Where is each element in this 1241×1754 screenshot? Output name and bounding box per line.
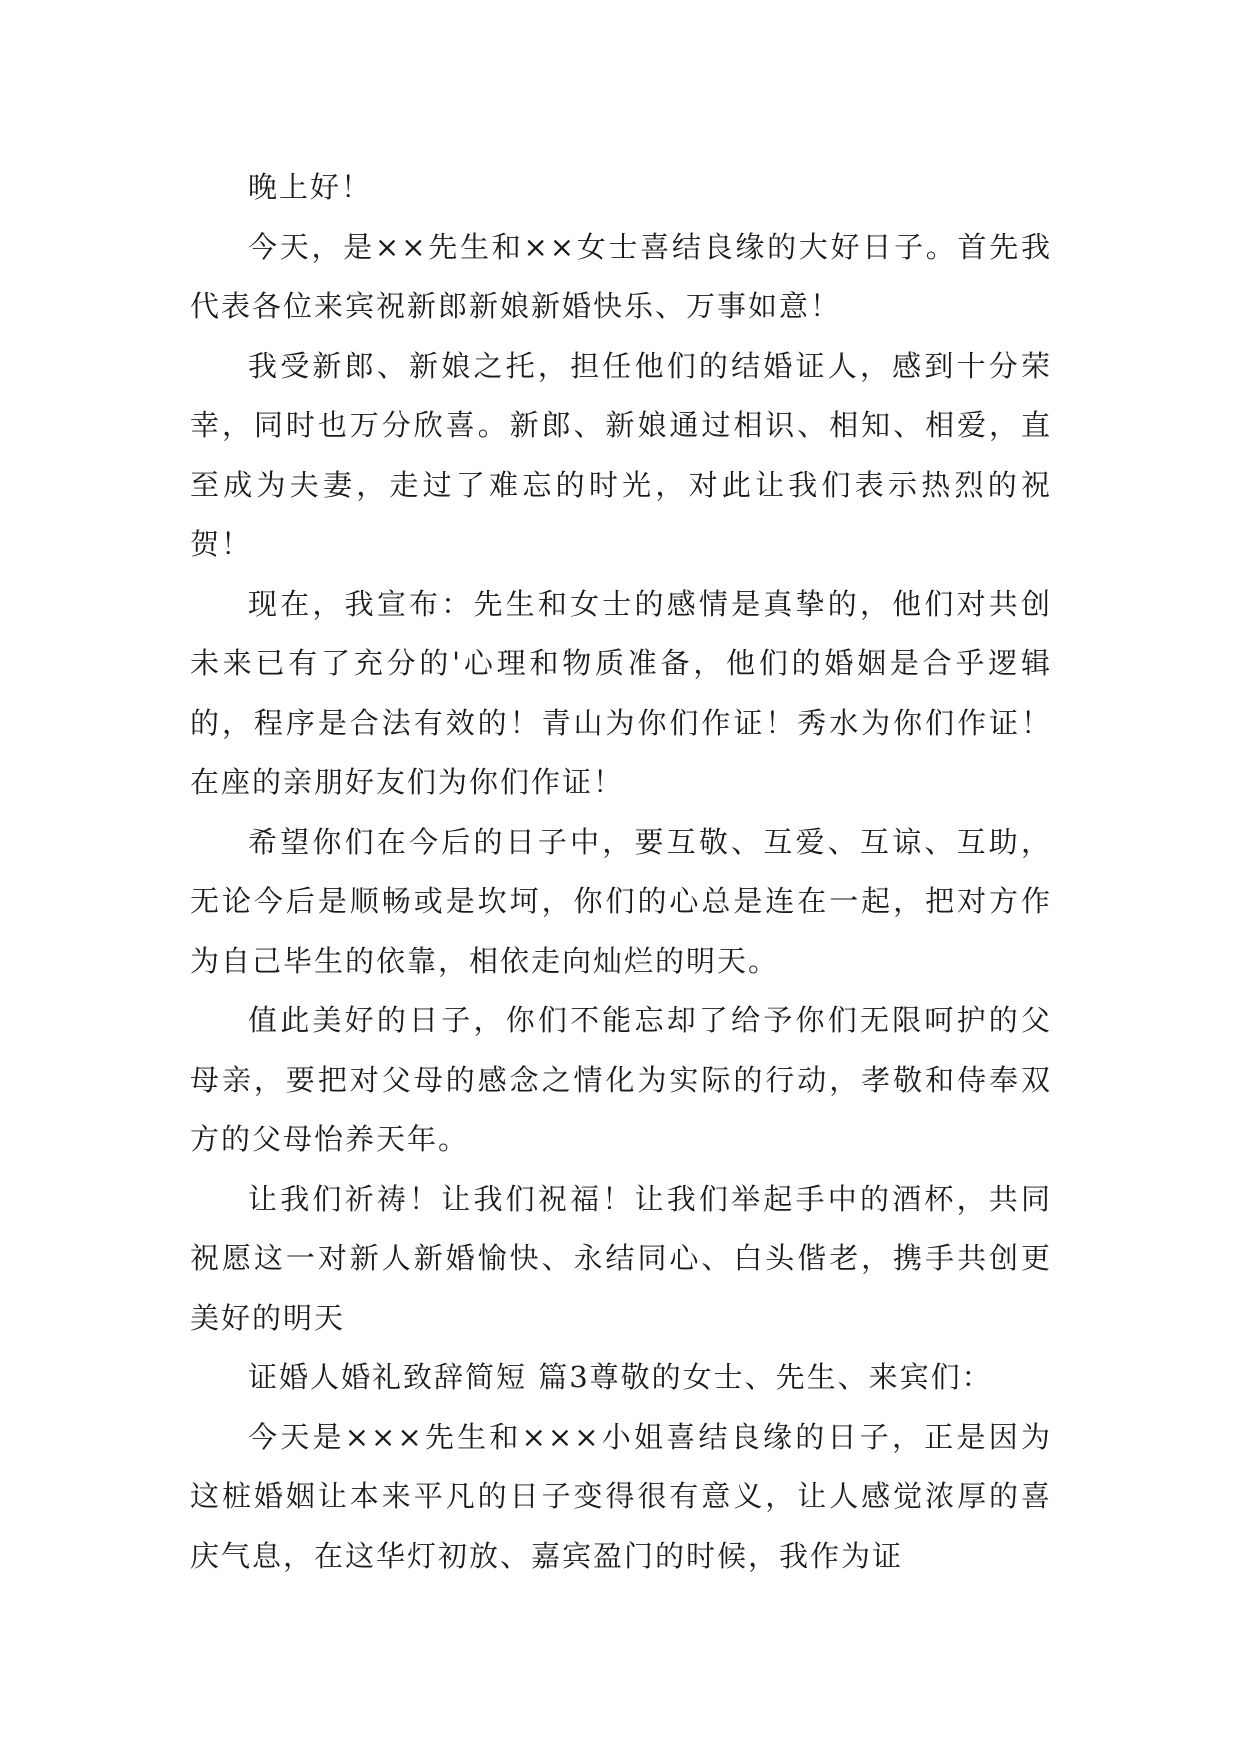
paragraph-toast: 让我们祈祷！让我们祝福！让我们举起手中的酒杯，共同祝愿这一对新人新婚愉快、永结同心、白头偕老，携手共创更美好的明天 [190,1181,1052,1335]
section-heading: 证婚人婚礼致辞简短 篇3尊敬的女士、先生、来宾们： [248,1360,993,1394]
paragraph-parents: 值此美好的日子，你们不能忘却了给予你们无限呵护的父母亲，要把对父母的感念之情化为实际的行动，孝敬和侍奉双方的父母怡养天年。 [190,1003,1052,1156]
paragraph-opening: 今天，是××先生和××女士喜结良缘的大好日子。首先我代表各位来宾祝新郎新娘新婚快乐、万事如意！ [190,229,1052,323]
paragraph-greeting: 晚上好！ [248,170,373,204]
document-body [190,158,1052,1586]
paragraph-hope: 希望你们在今后的日子中，要互敬、互爱、互谅、互助，无论今后是顺畅或是坎坷，你们的心总是连在一起，把对方作为自己毕生的依靠，相依走向灿烂的明天。 [190,824,1052,978]
paragraph-announcement: 现在，我宣布：先生和女士的感情是真挚的，他们对共创未来已有了充分的'心理和物质准备，他们的婚姻是合乎逻辑的，程序是合法有效的！青山为你们作证！秀水为你们作证！在座的亲朋好友们为你们作证！ [190,586,1052,799]
paragraph-section3-opening: 今天是×××先生和×××小姐喜结良缘的日子，正是因为这桩婚姻让本来平凡的日子变得很有意义，让人感觉浓厚的喜庆气息，在这华灯初放、嘉宾盈门的时候，我作为证 [190,1419,1052,1573]
paragraph-witness: 我受新郎、新娘之托，担任他们的结婚证人，感到十分荣幸，同时也万分欣喜。新郎、新娘通过相识、相知、相爱，直至成为夫妻，走过了难忘的时光，对此让我们表示热烈的祝贺！ [190,348,1052,561]
